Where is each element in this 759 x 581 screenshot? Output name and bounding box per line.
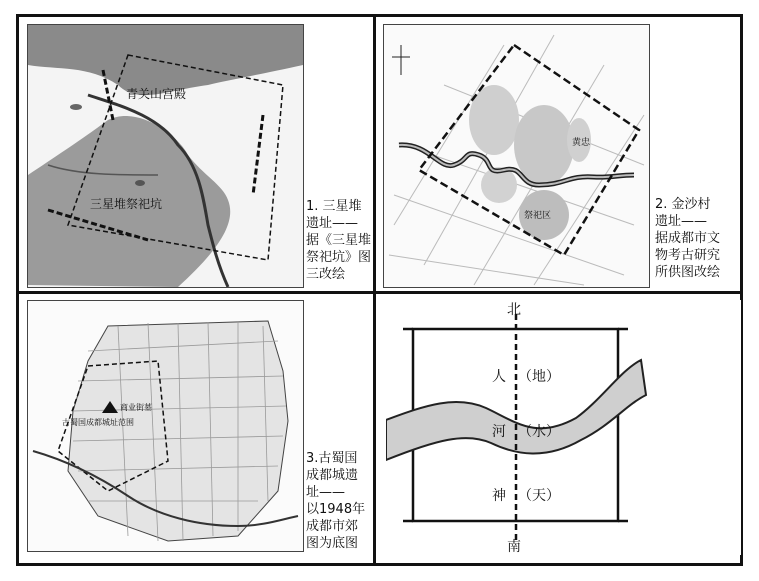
- south-label: 南: [507, 539, 521, 555]
- horizontal-divider: [16, 291, 743, 294]
- map-label-east: 黄忠: [572, 138, 591, 148]
- caption-line: 祭祀坑》图: [306, 250, 372, 265]
- row-label-people: 人: [492, 369, 506, 385]
- chengdu-map: [27, 300, 304, 552]
- caption-line: 三改绘: [306, 267, 346, 282]
- caption-line: 1. 三星堆: [306, 199, 362, 214]
- caption-sanxingdui: [306, 198, 371, 283]
- map-label-palace: 青关山宫殿: [126, 87, 187, 101]
- row-label-gods: 神: [492, 488, 506, 504]
- map-label-site: 古蜀国成都城址范围: [62, 418, 134, 427]
- caption-line: 物考古研究: [655, 248, 721, 263]
- caption-line: 遗址——: [655, 214, 708, 229]
- caption-line: 图为底图: [306, 536, 359, 551]
- schematic-diagram: [386, 300, 741, 555]
- row-value-earth: （地）: [518, 369, 560, 385]
- caption-line: 据《三星堆: [306, 233, 372, 248]
- row-value-water: （水）: [518, 424, 560, 440]
- row-value-heaven: （天）: [518, 488, 560, 504]
- caption-line: 以1948年: [306, 502, 366, 517]
- caption-line: 址——: [306, 485, 346, 500]
- map-label-landmark: 商业街墓: [120, 403, 152, 412]
- row-label-river: 河: [492, 424, 506, 440]
- caption-line: 成都市郊: [306, 519, 359, 534]
- jinsha-map: [383, 24, 650, 288]
- sanxingdui-map: [27, 24, 304, 288]
- caption-line: 据成都市文: [655, 231, 721, 246]
- caption-jinsha: [655, 196, 720, 281]
- north-label: 北: [507, 302, 521, 318]
- caption-line: 遗址——: [306, 216, 359, 231]
- caption-line: 2. 金沙村: [655, 197, 711, 212]
- map-label-district: 祭祀区: [524, 211, 552, 221]
- map-label-pits: 三星堆祭祀坑: [90, 197, 163, 211]
- vertical-divider: [373, 14, 376, 566]
- caption-line: 成都城遗: [306, 468, 359, 483]
- caption-line: 所供图改绘: [655, 265, 721, 280]
- caption-chengdu: [306, 450, 365, 552]
- caption-line: 3.古蜀国: [306, 451, 358, 466]
